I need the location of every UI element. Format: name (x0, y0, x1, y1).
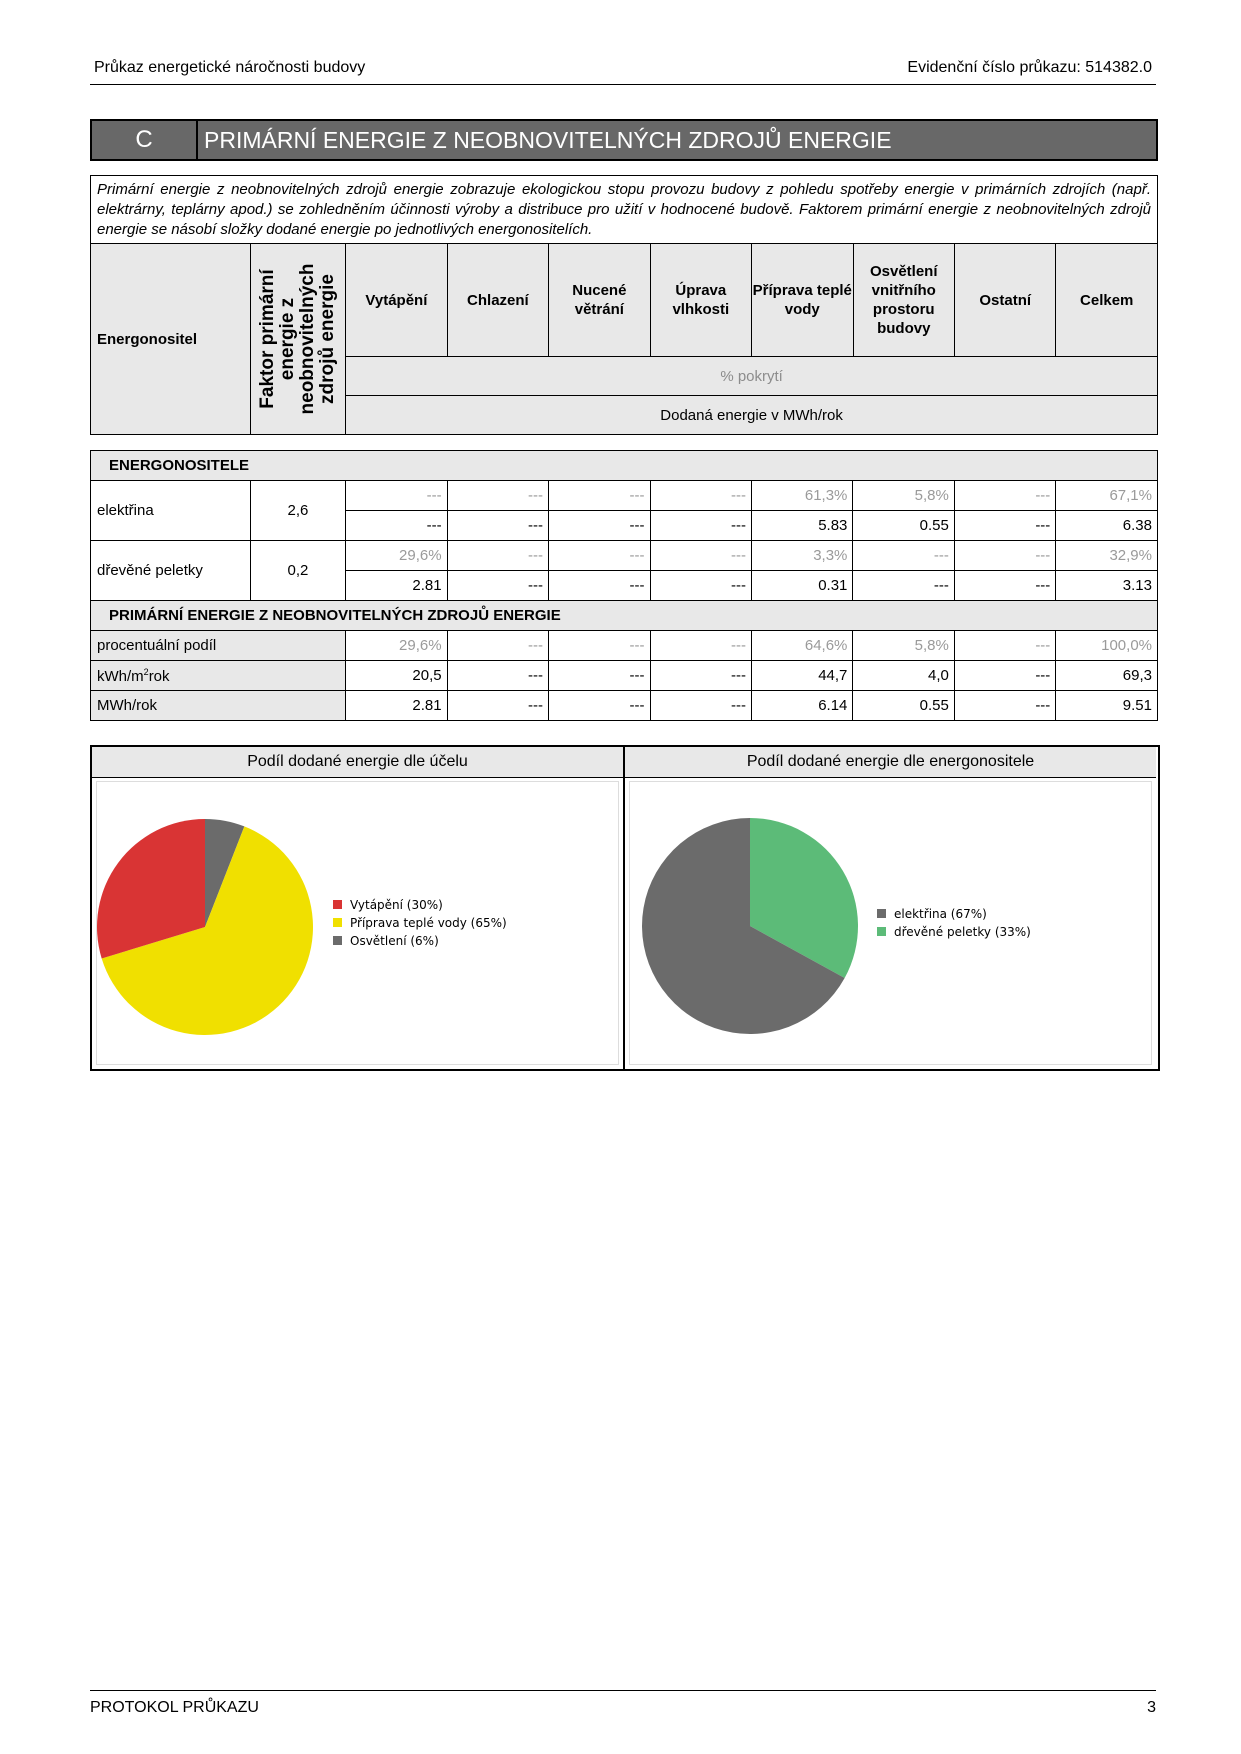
col-header-priprava-teple-vody: Příprava teplé vody (752, 244, 853, 357)
section-title: PRIMÁRNÍ ENERGIE Z NEOBNOVITELNÝCH ZDROJŮ ENERGIE (204, 127, 892, 153)
col-header-chlazeni: Chlazení (447, 244, 548, 357)
pokryti-label: % pokrytí (346, 357, 1158, 396)
page-footer (90, 1690, 1156, 1721)
mwh-cell: --- (447, 571, 548, 601)
legend-label: elektřina (67%) (894, 907, 987, 921)
summary-row-label: MWh/rok (91, 691, 346, 721)
summary-cell: 64,6% (751, 631, 852, 661)
summary-cell: 4,0 (853, 661, 954, 691)
chart-panel-carrier (625, 747, 1156, 1069)
header-table (90, 175, 1158, 435)
summary-cell: 2.81 (346, 691, 447, 721)
summary-cell: --- (954, 631, 1055, 661)
chart-legend (333, 896, 507, 950)
summary-cell: --- (549, 691, 650, 721)
unit-sup: 2 (143, 666, 149, 677)
factor-header-text: Faktor primární energie z neobnovitelných zdrojů energie (256, 263, 338, 415)
section-title-bar (90, 119, 1158, 161)
legend-swatch (877, 909, 886, 918)
document-title: Průkaz energetické náročnosti budovy (94, 59, 366, 76)
legend-swatch (333, 936, 342, 945)
percent-cell: --- (650, 481, 751, 511)
mwh-cell: 2.81 (346, 571, 447, 601)
col-header-celkem: Celkem (1056, 244, 1158, 357)
legend-label: Vytápění (30%) (350, 898, 443, 912)
col-header-uprava-vlhkosti: Úprava vlhkosti (650, 244, 751, 357)
chart-legend (877, 905, 1031, 941)
chart-panel-purpose (92, 747, 625, 1069)
page-header (90, 56, 1156, 85)
summary-cell: --- (954, 661, 1055, 691)
mwh-cell: 3.13 (1056, 571, 1158, 601)
legend-label: dřevěné peletky (33%) (894, 925, 1031, 939)
legend-item (877, 923, 1031, 941)
carrier-name: dřevěné peletky (91, 541, 251, 601)
percent-cell: 5,8% (853, 481, 954, 511)
chart-title: Podíl dodané energie dle účelu (92, 747, 623, 778)
certificate-number: Evidenční číslo průkazu: 514382.0 (907, 59, 1152, 76)
percent-cell: 3,3% (751, 541, 852, 571)
legend-item (877, 905, 1031, 923)
mwh-cell: --- (549, 571, 650, 601)
percent-cell: --- (650, 541, 751, 571)
percent-cell: --- (346, 481, 447, 511)
footer-label: PROTOKOL PRŮKAZU (90, 1699, 259, 1716)
legend-item (333, 896, 507, 914)
page-number: 3 (1147, 1699, 1156, 1716)
charts-panel (90, 745, 1160, 1071)
carrier-factor: 2,6 (250, 481, 345, 541)
summary-cell: --- (650, 631, 751, 661)
percent-cell: 32,9% (1056, 541, 1158, 571)
summary-cell: 44,7 (751, 661, 852, 691)
percent-cell: --- (447, 541, 548, 571)
summary-cell: --- (650, 661, 751, 691)
legend-label: Osvětlení (6%) (350, 934, 439, 948)
chart-box (96, 781, 619, 1065)
summary-cell: --- (650, 691, 751, 721)
energonositele-heading: ENERGONOSITELE (91, 451, 1158, 481)
mwh-cell: 0.55 (853, 511, 954, 541)
legend-swatch (333, 918, 342, 927)
summary-cell: --- (447, 661, 548, 691)
percent-cell: --- (853, 541, 954, 571)
mwh-cell: --- (954, 571, 1055, 601)
factor-header (250, 244, 345, 435)
percent-cell: --- (954, 481, 1055, 511)
percent-cell: 29,6% (346, 541, 447, 571)
mwh-cell: 0.31 (751, 571, 852, 601)
summary-cell: 6.14 (751, 691, 852, 721)
col-header-nucene-vetrani: Nucené větrání (549, 244, 650, 357)
mwh-cell: 5.83 (751, 511, 852, 541)
section-letter: C (92, 121, 198, 159)
mwh-cell: 6.38 (1056, 511, 1158, 541)
primarni-energie-heading: PRIMÁRNÍ ENERGIE Z NEOBNOVITELNÝCH ZDROJŮ ENERGIE (91, 601, 1158, 631)
summary-cell: 100,0% (1056, 631, 1158, 661)
summary-row-label (91, 661, 346, 691)
mwh-cell: --- (650, 571, 751, 601)
legend-item (333, 914, 507, 932)
mwh-cell: --- (853, 571, 954, 601)
values-table (90, 450, 1158, 721)
legend-swatch (877, 927, 886, 936)
dodana-energie-label: Dodaná energie v MWh/rok (346, 396, 1158, 435)
col-header-osvetleni: Osvětlení vnitřního prostoru budovy (853, 244, 954, 357)
percent-cell: --- (954, 541, 1055, 571)
summary-cell: --- (549, 631, 650, 661)
section-description: Primární energie z neobnovitelných zdrojů energie zobrazuje ekologickou stopu provozu budovy z pohledu spotřeby energie v primárních zdrojích (např. elektrárny, teplárny apod.) se zohledněním účinnosti výroby a distribuce pro užití v hodnocené budově. Faktorem primární energie z neobnovitelných zdrojů energie se násobí složky dodané energie po jednotlivých energonositelích. (91, 176, 1158, 244)
summary-cell: 5,8% (853, 631, 954, 661)
energonositel-header: Energonositel (91, 244, 251, 435)
chart-box (629, 781, 1152, 1065)
summary-cell: 20,5 (346, 661, 447, 691)
summary-cell: 0.55 (853, 691, 954, 721)
summary-cell: 29,6% (346, 631, 447, 661)
carrier-name: elektřina (91, 481, 251, 541)
percent-cell: 67,1% (1056, 481, 1158, 511)
summary-cell: --- (954, 691, 1055, 721)
summary-cell: 69,3 (1056, 661, 1158, 691)
mwh-cell: --- (346, 511, 447, 541)
summary-cell: --- (447, 691, 548, 721)
unit-tail: rok (148, 667, 170, 685)
mwh-cell: --- (549, 511, 650, 541)
summary-cell: --- (447, 631, 548, 661)
percent-cell: --- (549, 541, 650, 571)
legend-item (333, 932, 507, 950)
percent-cell: --- (447, 481, 548, 511)
percent-cell: 61,3% (751, 481, 852, 511)
percent-cell: --- (549, 481, 650, 511)
chart-title: Podíl dodané energie dle energonositele (625, 747, 1156, 778)
col-header-ostatni: Ostatní (954, 244, 1055, 357)
summary-cell: --- (549, 661, 650, 691)
legend-swatch (333, 900, 342, 909)
legend-label: Příprava teplé vody (65%) (350, 916, 507, 930)
mwh-cell: --- (954, 511, 1055, 541)
col-header-vytapeni: Vytápění (346, 244, 447, 357)
unit-main: kWh/m (97, 667, 144, 685)
mwh-cell: --- (650, 511, 751, 541)
summary-cell: 9.51 (1056, 691, 1158, 721)
summary-row-label: procentuální podíl (91, 631, 346, 661)
carrier-factor: 0,2 (250, 541, 345, 601)
mwh-cell: --- (447, 511, 548, 541)
